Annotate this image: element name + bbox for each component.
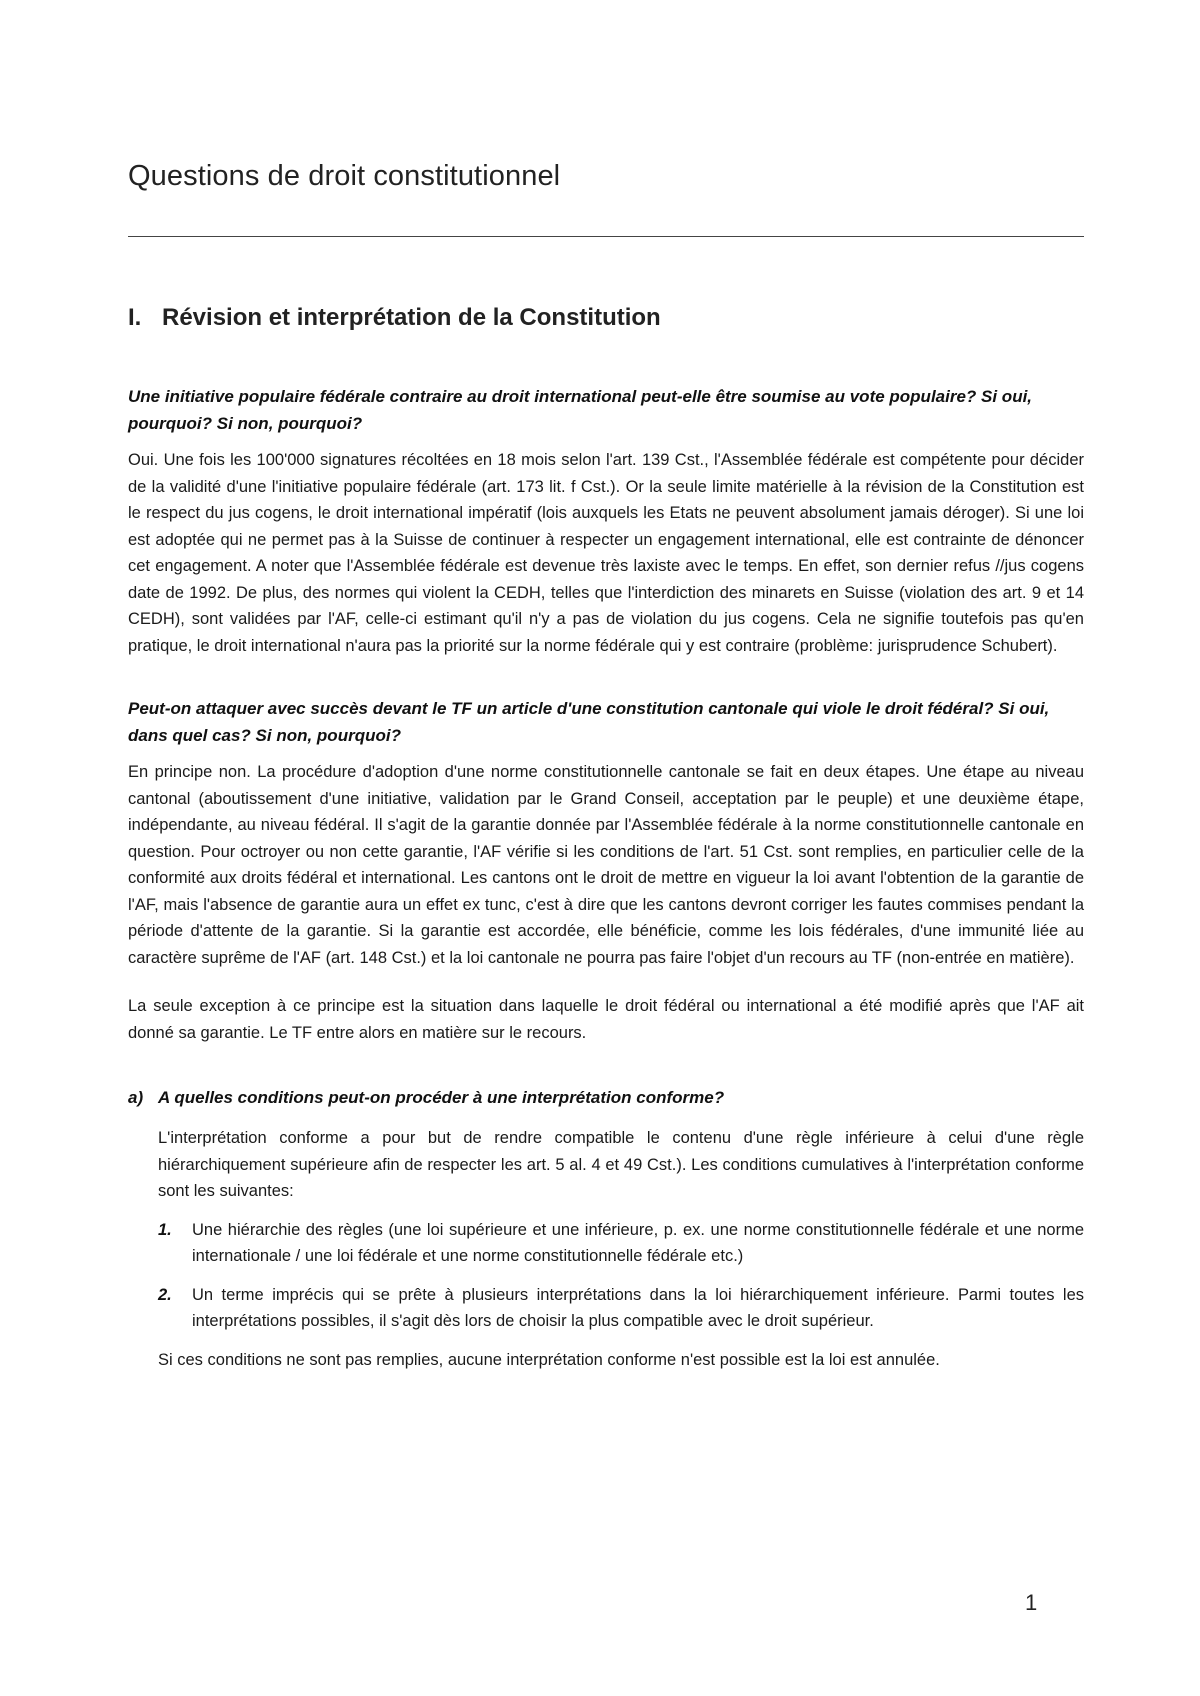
sub-question-a [128, 1084, 1084, 1111]
answer-2-paragraph-1: En principe non. La procédure d'adoption d'une norme constitutionnelle cantonale se fait en deux étapes. Une étape au niveau cantonal (aboutissement d'une initiative, validation par le Grand Conseil, acceptation par le peuple) et une deuxième étape, indépendante, au niveau fédéral. Il s'agit de la garantie donnée par l'Assemblée fédérale à la norme constitutionnelle cantonale en question. Pour octroyer ou non cette garantie, l'AF vérifie si les conditions de l'art. 51 Cst. sont remplies, en particulier celle de la conformité aux droits fédéral et international. Les cantons ont le droit de mettre en vigueur la loi avant l'obtention de la garantie de l'AF, mais l'absence de garantie aura un effet ex tunc, c'est à dire que les cantons devront corriger les fautes commises pendant la période d'attente de la garantie. Si la garantie est accordée, elle bénéficie, comme les lois fédérales, d'une immunité liée au caractère suprême de l'AF (art. 148 Cst.) et la loi cantonale ne pourra pas faire l'objet d'un recours au TF (non-entrée en matière). [128, 763, 1084, 967]
list-item-text: Une hiérarchie des règles (une loi supérieure et une inférieure, p. ex. une norme constitutionnelle fédérale et une norme internationale / une loi fédérale et une norme constitutionnelle fédérale etc.) [192, 1220, 1084, 1265]
question-2: Peut-on attaquer avec succès devant le TF un article d'une constitution cantonale qui viole le droit fédéral? Si oui, dans quel cas? Si non, pourquoi? [128, 699, 1050, 745]
interpretation-conclusion: Si ces conditions ne sont pas remplies, aucune interprétation conforme n'est possible est la loi est annulée. [158, 1350, 940, 1369]
conditions-list [128, 1217, 1084, 1335]
answer-1: Oui. Une fois les 100'000 signatures récoltées en 18 mois selon l'art. 139 Cst., l'Assemblée fédérale est compétente pour décider de la validité d'une l'initiative populaire fédérale (art. 173 lit. f Cst.). Or la seule limite matérielle à la révision de la Constitution est le respect du jus cogens, le droit international impératif (lois auxquels les Etats ne peuvent absolument jamais déroger). Si une loi est adoptée qui ne permet pas à la Suisse de continuer à respecter un engagement international, elle est contrainte de dénoncer cet engagement. A noter que l'Assemblée fédérale est devenue très laxiste avec le temps. En effet, son dernier refus //jus cogens date de 1992. De plus, des normes qui violent la CEDH, telles que l'interdiction des minarets en Suisse (violation des art. 9 et 14 CEDH), sont validées par l'AF, celle-ci estimant qu'il n'y a pas de violation du jus cogens. Cela ne signifie toutefois pas qu'en pratique, le droit international n'aura pas la priorité sur la norme fédérale qui y est contraire (problème: jurisprudence Schubert). [128, 451, 1084, 655]
answer-2-paragraph-2: La seule exception à ce principe est la situation dans laquelle le droit fédéral ou international a été modifié après que l'AF ait donné sa garantie. Le TF entre alors en matière sur le recours. [128, 997, 1084, 1042]
question-1: Une initiative populaire fédérale contraire au droit international peut-elle être soumise au vote populaire? Si oui, pourquoi? Si non, pourquoi? [128, 387, 1033, 433]
section-title: Révision et interprétation de la Constitution [162, 304, 661, 331]
list-item [158, 1217, 1084, 1270]
section-number: I. [128, 304, 142, 331]
sub-question-letter: a) [128, 1088, 144, 1107]
document-title: Questions de droit constitutionnel [128, 160, 561, 192]
page-number: 1 [1025, 1590, 1038, 1615]
list-item-text: Un terme imprécis qui se prête à plusieurs interprétations dans la loi hiérarchiquement inférieure. Parmi toutes les interprétations possibles, il s'agit dès lors de choisir la plus compatible avec le droit supérieur. [192, 1285, 1084, 1330]
section-heading [128, 304, 661, 332]
interpretation-intro: L'interprétation conforme a pour but de rendre compatible le contenu d'une règle inférieure à celui d'une règle hiérarchiquement supérieure afin de respecter les art. 5 al. 4 et 49 Cst.). Les conditions cumulatives à l'interprétation conforme sont les suivantes: [158, 1129, 1084, 1200]
sub-question-text: A quelles conditions peut-on procéder à une interprétation conforme? [158, 1088, 725, 1107]
document-body [128, 383, 1084, 1373]
list-item [158, 1282, 1084, 1335]
list-item-number: 1. [158, 1220, 172, 1239]
list-item-number: 2. [158, 1285, 172, 1304]
title-divider [128, 236, 1084, 237]
